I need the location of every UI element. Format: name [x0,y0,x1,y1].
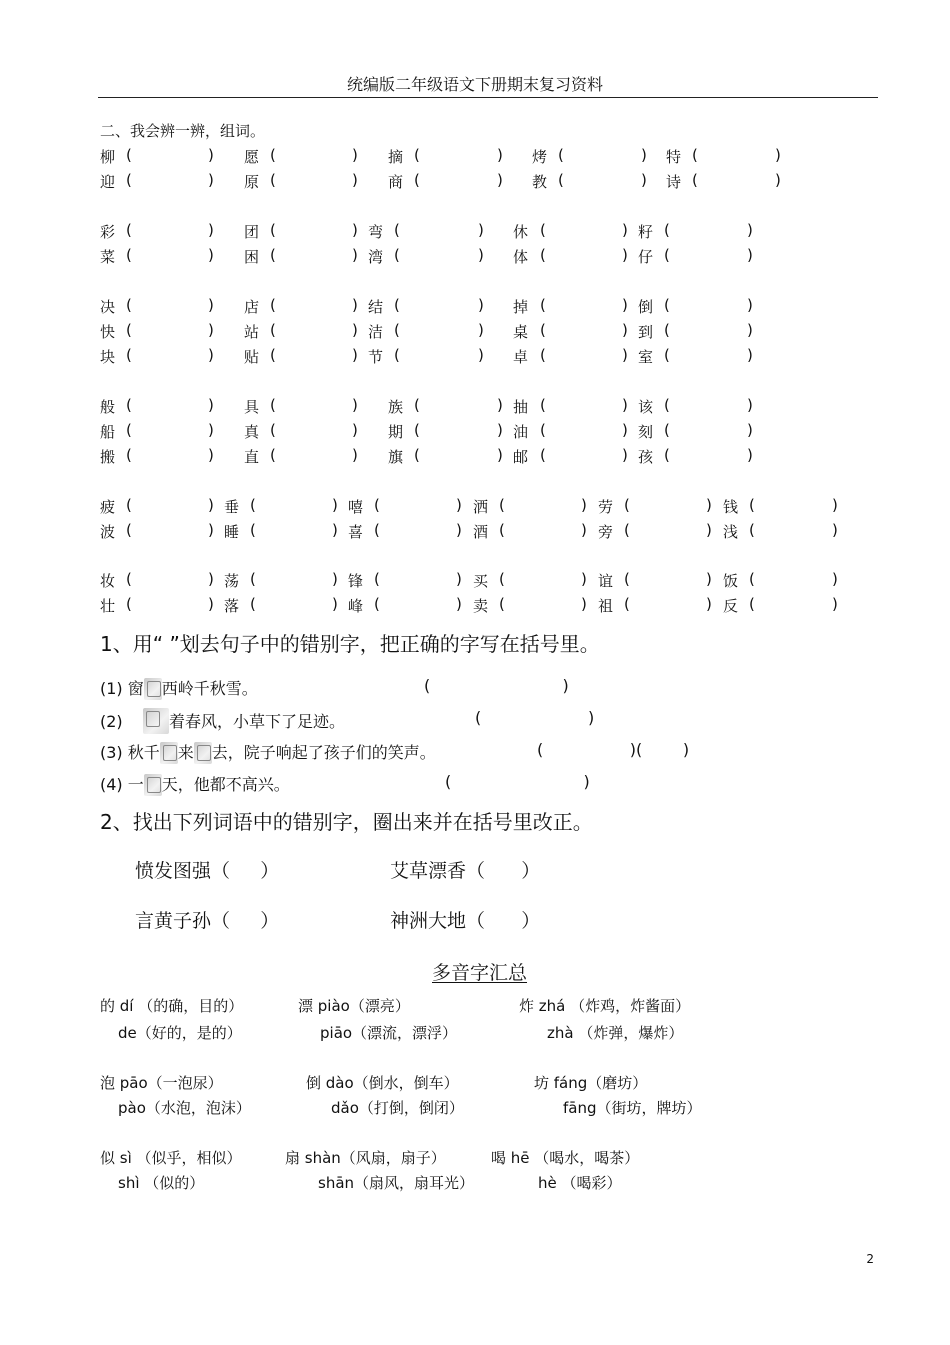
grid-character: 旁 [598,523,614,541]
open-paren: ( [540,246,546,264]
open-paren: ( [250,595,256,613]
q2-word: 神洲大地（ ） [390,910,541,932]
open-paren: ( [414,421,420,439]
close-paren: ) [332,521,338,539]
close-paren: ) [352,421,358,439]
close-paren: ) [332,595,338,613]
open-paren: ( [126,496,132,514]
open-paren: ( [624,570,630,588]
open-paren: ( [558,146,564,164]
close-paren: ) [497,146,503,164]
close-paren: ) [478,346,484,364]
open-paren: ( [270,396,276,414]
open-paren: ( [126,296,132,314]
polyphone-entry: shān（扇风，扇耳光） [318,1174,475,1192]
open-paren: ( [126,146,132,164]
close-paren: ) [622,421,628,439]
open-paren: ( [558,171,564,189]
close-paren: ) [208,296,214,314]
grid-character: 该 [638,398,654,416]
polyphone-entry: 漂 piào（漂亮） [298,997,410,1015]
grid-character: 旗 [388,448,404,466]
close-paren: ) [456,570,462,588]
close-paren: ) [775,146,781,164]
open-paren: ( [664,421,670,439]
close-paren: ) [747,396,753,414]
open-paren: ( [749,570,755,588]
open-paren: ( [374,496,380,514]
grid-character: 浅 [723,523,739,541]
open-paren: ( [499,521,505,539]
grid-character: 困 [244,248,260,266]
grid-character: 菜 [100,248,116,266]
open-paren: ( [250,570,256,588]
grid-character: 落 [224,597,240,615]
close-paren: ) [352,296,358,314]
close-paren: ) [775,171,781,189]
close-paren: ) [332,570,338,588]
close-paren: ) [352,321,358,339]
grid-character: 特 [666,148,682,166]
grid-character: 到 [638,323,654,341]
grid-character: 快 [100,323,116,341]
open-paren: ( [624,595,630,613]
close-paren: ) [581,496,587,514]
answer-parentheses: ( ) [445,772,590,791]
grid-character: 卓 [513,348,529,366]
close-paren: ) [208,421,214,439]
open-paren: ( [664,396,670,414]
open-paren: ( [540,446,546,464]
close-paren: ) [352,396,358,414]
grid-character: 教 [532,173,548,191]
close-paren: ) [832,595,838,613]
polyphone-entry: dǎo（打倒，倒闭） [331,1099,464,1117]
grid-character: 饭 [723,572,739,590]
grid-character: 块 [100,348,116,366]
item-number: (3) [100,743,123,762]
open-paren: ( [749,521,755,539]
item-text: 西岭千秋雪。 [161,679,258,698]
open-paren: ( [540,346,546,364]
open-paren: ( [664,296,670,314]
close-paren: ) [352,446,358,464]
close-paren: ) [747,321,753,339]
close-paren: ) [622,446,628,464]
close-paren: ) [208,221,214,239]
close-paren: ) [352,146,358,164]
grid-character: 真 [244,423,260,441]
grid-character: 结 [368,298,384,316]
grid-character: 愿 [244,148,260,166]
grid-character: 洒 [473,498,489,516]
open-paren: ( [394,346,400,364]
grid-character: 原 [244,173,260,191]
grid-character: 买 [473,572,489,590]
grid-character: 船 [100,423,116,441]
grid-character: 湾 [368,248,384,266]
open-paren: ( [374,570,380,588]
close-paren: ) [622,221,628,239]
open-paren: ( [270,421,276,439]
close-paren: ) [622,396,628,414]
close-paren: ) [706,570,712,588]
close-paren: ) [706,496,712,514]
close-paren: ) [622,246,628,264]
q1-item-2 [100,708,345,734]
grid-character: 谊 [598,572,614,590]
pictograph-image [143,708,169,734]
q1-item-1 [100,676,258,700]
close-paren: ) [456,496,462,514]
close-paren: ) [832,570,838,588]
grid-character: 仔 [638,248,654,266]
grid-character: 族 [388,398,404,416]
open-paren: ( [126,446,132,464]
open-paren: ( [394,246,400,264]
open-paren: ( [374,595,380,613]
grid-character: 搬 [100,448,116,466]
grid-character: 体 [513,248,529,266]
grid-character: 节 [368,348,384,366]
polyphone-entry: shì （似的） [118,1174,205,1192]
grid-character: 倒 [638,298,654,316]
grid-character: 锋 [348,572,364,590]
close-paren: ) [478,221,484,239]
open-paren: ( [126,171,132,189]
close-paren: ) [208,496,214,514]
q1-item-3 [100,740,436,764]
grid-character: 室 [638,348,654,366]
header-rule [98,97,878,98]
polyphone-entry: 扇 shàn（风扇，扇子） [285,1149,446,1167]
polyphone-entry: 似 sì （似乎，相似） [100,1149,242,1167]
close-paren: ) [208,146,214,164]
grid-character: 期 [388,423,404,441]
open-paren: ( [749,496,755,514]
open-paren: ( [126,246,132,264]
answer-parentheses: ( ) [424,676,569,695]
polyphone-entry: de（好的，是的） [118,1024,242,1042]
grid-character: 桌 [513,323,529,341]
close-paren: ) [208,171,214,189]
pictograph-image [194,742,212,764]
close-paren: ) [497,446,503,464]
grid-character: 喜 [348,523,364,541]
item-number: (4) [100,775,123,794]
q1-item-4 [100,772,290,796]
close-paren: ) [622,296,628,314]
open-paren: ( [540,321,546,339]
grid-character: 睡 [224,523,240,541]
item-text: 窗 [127,679,144,698]
grid-character: 荡 [224,572,240,590]
grid-character: 烤 [532,148,548,166]
close-paren: ) [706,521,712,539]
close-paren: ) [497,421,503,439]
close-paren: ) [332,496,338,514]
open-paren: ( [749,595,755,613]
polyphone-entry: 的 dí （的确，目的） [100,997,244,1015]
polyphone-entry: 倒 dào（倒水，倒车） [306,1074,459,1092]
close-paren: ) [208,346,214,364]
grid-character: 刻 [638,423,654,441]
pictograph-image [160,742,178,764]
item-text: 着春风，小草下了足迹。 [169,712,346,731]
grid-character: 站 [244,323,260,341]
grid-character: 抽 [513,398,529,416]
grid-character: 祖 [598,597,614,615]
grid-character: 孩 [638,448,654,466]
open-paren: ( [126,521,132,539]
open-paren: ( [664,246,670,264]
polyphone-entry: 炸 zhá （炸鸡，炸酱面） [519,997,691,1015]
open-paren: ( [624,496,630,514]
close-paren: ) [208,446,214,464]
open-paren: ( [499,570,505,588]
open-paren: ( [250,496,256,514]
grid-character: 壮 [100,597,116,615]
grid-character: 卖 [473,597,489,615]
grid-character: 休 [513,223,529,241]
close-paren: ) [208,570,214,588]
q2-word: 言黄子孙（ ） [135,910,280,932]
open-paren: ( [270,321,276,339]
open-paren: ( [394,221,400,239]
item-number: (2) [100,712,123,731]
open-paren: ( [374,521,380,539]
grid-character: 店 [244,298,260,316]
close-paren: ) [581,570,587,588]
open-paren: ( [270,221,276,239]
close-paren: ) [497,396,503,414]
open-paren: ( [414,171,420,189]
pictograph-image [144,774,162,796]
close-paren: ) [622,346,628,364]
close-paren: ) [478,296,484,314]
polyphone-entry: fāng（街坊，牌坊） [563,1099,702,1117]
close-paren: ) [581,521,587,539]
grid-character: 彩 [100,223,116,241]
polyphone-entry: pào（水泡，泡沫） [118,1099,251,1117]
close-paren: ) [208,595,214,613]
grid-character: 诗 [666,173,682,191]
close-paren: ) [497,171,503,189]
close-paren: ) [832,521,838,539]
open-paren: ( [126,396,132,414]
polyphone-entry: 泡 pāo（一泡尿） [100,1074,223,1092]
close-paren: ) [352,221,358,239]
item-text: 来 [177,743,194,762]
q2-word: 艾草漂香（ ） [390,860,541,882]
grid-character: 籽 [638,223,654,241]
close-paren: ) [208,321,214,339]
polyphone-entry: piāo（漂流，漂浮） [320,1024,458,1042]
grid-character: 直 [244,448,260,466]
grid-character: 峰 [348,597,364,615]
grid-character: 具 [244,398,260,416]
close-paren: ) [581,595,587,613]
close-paren: ) [622,321,628,339]
grid-character: 弯 [368,223,384,241]
grid-character: 团 [244,223,260,241]
open-paren: ( [664,321,670,339]
open-paren: ( [692,171,698,189]
close-paren: ) [352,346,358,364]
grid-character: 决 [100,298,116,316]
grid-character: 掉 [513,298,529,316]
open-paren: ( [540,421,546,439]
close-paren: ) [747,246,753,264]
grid-character: 柳 [100,148,116,166]
grid-character: 贴 [244,348,260,366]
open-paren: ( [270,296,276,314]
answer-parentheses: ( ) [475,708,595,727]
open-paren: ( [250,521,256,539]
close-paren: ) [747,446,753,464]
open-paren: ( [414,446,420,464]
grid-character: 迎 [100,173,116,191]
open-paren: ( [126,595,132,613]
close-paren: ) [747,296,753,314]
open-paren: ( [664,446,670,464]
item-text: 去，院子响起了孩子们的笑声。 [211,743,436,762]
polyphone-title: 多音字汇总 [432,962,528,984]
close-paren: ) [706,595,712,613]
open-paren: ( [270,346,276,364]
open-paren: ( [126,321,132,339]
close-paren: ) [832,496,838,514]
grid-character: 酒 [473,523,489,541]
open-paren: ( [540,221,546,239]
grid-character: 反 [723,597,739,615]
grid-character: 嘻 [348,498,364,516]
open-paren: ( [414,396,420,414]
close-paren: ) [208,246,214,264]
grid-character: 摘 [388,148,404,166]
close-paren: ) [641,171,647,189]
open-paren: ( [126,421,132,439]
polyphone-entry: 喝 hē （喝水，喝茶） [491,1149,640,1167]
q2-word: 愤发图强（ ） [135,860,280,882]
grid-character: 邮 [513,448,529,466]
open-paren: ( [126,221,132,239]
close-paren: ) [747,221,753,239]
open-paren: ( [414,146,420,164]
grid-character: 疲 [100,498,116,516]
grid-character: 钱 [723,498,739,516]
page-header: 统编版二年级语文下册期末复习资料 [346,75,603,94]
open-paren: ( [270,146,276,164]
item-text: 天，他都不高兴。 [161,775,290,794]
open-paren: ( [664,346,670,364]
close-paren: ) [747,346,753,364]
close-paren: ) [478,321,484,339]
grid-character: 洁 [368,323,384,341]
grid-character: 妆 [100,572,116,590]
polyphone-entry: hè （喝彩） [538,1174,622,1192]
grid-character: 般 [100,398,116,416]
polyphone-entry: zhà （炸弹，爆炸） [547,1024,684,1042]
open-paren: ( [126,346,132,364]
grid-character: 商 [388,173,404,191]
open-paren: ( [540,296,546,314]
grid-character: 油 [513,423,529,441]
open-paren: ( [540,396,546,414]
section-heading: 二、我会辨一辨，组词。 [100,122,266,140]
close-paren: ) [352,246,358,264]
close-paren: ) [456,521,462,539]
open-paren: ( [664,221,670,239]
open-paren: ( [126,570,132,588]
answer-parentheses: ( )( ) [537,740,690,759]
close-paren: ) [208,521,214,539]
open-paren: ( [624,521,630,539]
grid-character: 垂 [224,498,240,516]
q2-heading: 2、找出下列词语中的错别字，圈出来并在括号里改正。 [100,810,593,834]
close-paren: ) [352,171,358,189]
open-paren: ( [270,171,276,189]
open-paren: ( [692,146,698,164]
item-text: 秋千 [127,743,160,762]
pictograph-image [144,678,162,700]
page-number: 2 [866,1252,874,1266]
open-paren: ( [499,595,505,613]
item-text: 一 [127,775,144,794]
q1-heading: 1、用“ ”划去句子中的错别字，把正确的字写在括号里。 [100,632,600,656]
close-paren: ) [747,421,753,439]
close-paren: ) [456,595,462,613]
open-paren: ( [270,246,276,264]
grid-character: 劳 [598,498,614,516]
open-paren: ( [499,496,505,514]
close-paren: ) [641,146,647,164]
open-paren: ( [270,446,276,464]
close-paren: ) [478,246,484,264]
open-paren: ( [394,296,400,314]
item-number: (1) [100,679,123,698]
open-paren: ( [394,321,400,339]
polyphone-entry: 坊 fáng（磨坊） [534,1074,648,1092]
close-paren: ) [208,396,214,414]
grid-character: 波 [100,523,116,541]
